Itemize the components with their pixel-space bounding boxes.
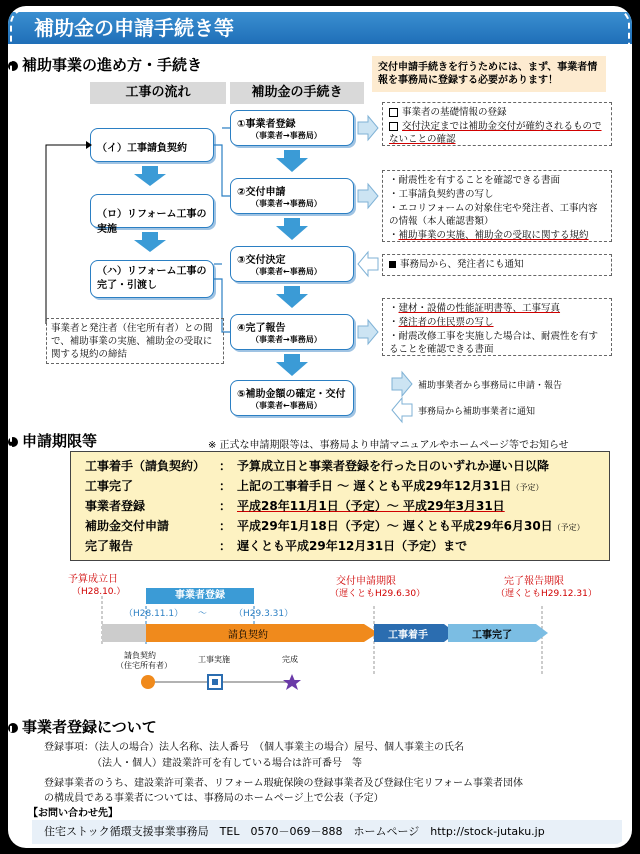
left-arrow-icon <box>358 252 378 276</box>
info2-item2: 工事請負契約書の写し <box>398 189 494 200</box>
section2-heading <box>14 430 97 451</box>
period-value: 平成29年1月18日（予定）～ 遅くとも平成29年6月30日 <box>237 519 553 533</box>
flow-application-sub: （事業者→事務局） <box>251 199 322 208</box>
period-suffix: （予定） <box>552 523 585 532</box>
period-note: ※ 正式な申請期限等は、事務局より申請マニュアルやホームページ等でお知らせ <box>208 440 569 451</box>
bullet-icon <box>8 723 18 733</box>
reg-end: （H29.3.31） <box>234 609 294 619</box>
legend-apply: 補助事業者から事務局に申請・報告 <box>418 381 563 391</box>
period-table <box>70 451 610 561</box>
contract-mark-icon <box>141 675 155 689</box>
reg-items-line1: 登録事項：（法人の場合）法人名称、法人番号 （個人事業主の場合）屋号、個人事業主の氏名 <box>44 742 464 753</box>
info1-item2: 交付決定までは補助金交付が確約されるものでないことの確認 <box>389 121 602 145</box>
down-arrow-icon <box>276 354 308 376</box>
legend-right-arrow-icon <box>392 372 412 396</box>
flow-decision-sub: （事業者←事務局） <box>251 267 322 276</box>
agreement-note <box>46 318 224 364</box>
flow-application-label: ②交付申請 <box>237 187 286 198</box>
legend-notify: 事務局から補助事業者に通知 <box>418 407 536 417</box>
app-deadline-label: 交付申請期限 <box>336 576 396 587</box>
page <box>8 6 632 848</box>
right-arrow-icon <box>358 116 378 140</box>
down-arrow-icon <box>134 166 166 186</box>
pre-bar <box>102 624 146 642</box>
bar-contract-label: 請負契約 <box>228 630 268 641</box>
mark-contract-sub: （住宅所有者） <box>116 661 172 670</box>
mark-contract-label: 請負契約 <box>124 651 156 660</box>
flow-registration-sub: （事業者→事務局） <box>251 131 322 140</box>
flow-report-sub: （事業者→事務局） <box>251 335 322 344</box>
bullet-icon <box>8 437 18 447</box>
col-right-head: 補助金の手続き <box>230 82 364 104</box>
period-label: 工事完了 <box>85 479 134 493</box>
registration-note: 交付申請手続きを行うためには、まず、事業者情報を事務局に登録する必要があります！ <box>372 56 606 92</box>
info-application: ・耐震性を有することを確認できる書面 ・工事請負契約書の写し ・エコリフォームの対象住宅や発注者、工事内容の情報（本人確認書類） ・補助事業の実施、補助金の受取に関する規約 <box>382 170 612 242</box>
mark-complete-label: 完成 <box>282 655 298 664</box>
period-row: 補助金交付申請 ： 平成29年1月18日（予定）～ 遅くとも平成29年6月30日（予定） <box>85 516 585 536</box>
flow-reform-label: （ロ）リフォーム工事の実施 <box>97 209 207 235</box>
info-decision <box>382 254 612 276</box>
flow-contract-label: （イ）工事請負契約 <box>97 143 187 154</box>
period-suffix: （予定） <box>511 483 544 492</box>
bar-start-label: 工事着手 <box>388 630 428 641</box>
section3-heading <box>14 716 157 737</box>
budget-label: 予算成立日 <box>68 574 118 585</box>
col-left-head: 工事の流れ <box>90 82 226 104</box>
timeline <box>8 566 632 696</box>
reg-items-line2: （法人・個人）建設業許可を有している場合は許可番号 等 <box>92 758 362 769</box>
contact-box <box>32 820 622 844</box>
right-arrow-icon <box>358 184 378 208</box>
period-label: 完了報告 <box>85 539 134 553</box>
info-registration <box>382 102 612 146</box>
period-row: 完了報告 ： 遅くとも平成29年12月31日（予定）まで <box>85 536 467 556</box>
reg-tilde: ～ <box>198 609 208 619</box>
info2-item3: エコリフォームの対象住宅や発注者、工事内容の情報（本人確認書類） <box>389 203 598 227</box>
agreement-note-text: 事業者と発注者（住宅所有者）との間で、補助事業の実施、補助金の受取に関する規約の締結 <box>51 323 213 360</box>
info4-item1: 建材・設備の性能証明書等、工事写真 <box>398 303 561 314</box>
period-value: 遅くとも平成29年12月31日（予定）まで <box>237 539 468 553</box>
info2-item4: 補助事業の実施、補助金の受取に関する規約 <box>398 230 589 241</box>
publication-line1: 登録事業者のうち、建設業許可業者、リフォーム瑕疵保険の登録事業者及び登録住宅リフォーム事業者団体 <box>44 778 523 789</box>
budget-date: （H28.10.） <box>72 587 126 597</box>
info2-item1: 耐震性を有することを確認できる書面 <box>398 175 561 186</box>
period-label: 補助金交付申請 <box>85 519 170 533</box>
section1-heading-text: 補助事業の進め方・手続き <box>22 56 203 74</box>
mark-construction-label: 工事実施 <box>198 655 230 664</box>
flow-payment-sub: （事業者←事務局） <box>251 401 322 410</box>
info1-item1: 事業者の基礎情報の登録 <box>402 107 507 118</box>
down-arrow-icon <box>276 218 308 240</box>
app-deadline-date: （遅くともH29.6.30） <box>330 589 426 599</box>
info4-item2: 発注者の住民票の写し <box>398 317 494 328</box>
legend-left-arrow-icon <box>392 398 412 422</box>
contact-heading: 【お問い合わせ先】 <box>28 808 118 819</box>
publication-line2: の構成員である事業者については、事務局のホームページ上で公表（予定） <box>44 793 384 804</box>
page-title: 補助金の申請手続き等 <box>8 12 632 44</box>
flow-decision-label: ③交付決定 <box>237 255 286 266</box>
right-arrow-icon <box>358 320 378 344</box>
info-report: ・建材・設備の性能証明書等、工事写真 ・発注者の住民票の写し ・耐震改修工事を実施した場合は、耐震性を有することを確認できる書面 <box>382 298 612 356</box>
down-arrow-icon <box>276 286 308 308</box>
completion-star-icon <box>283 674 301 690</box>
period-value: 上記の工事着手日 ～ 遅くとも平成29年12月31日 <box>237 479 512 493</box>
period-value: 予算成立日と事業者登録を行った日のいずれか遅い日以降 <box>237 459 550 473</box>
flow-report-label: ④完了報告 <box>237 323 286 334</box>
info4-item3: 耐震改修工事を実施した場合は、耐震性を有することを確認できる書面 <box>389 331 599 355</box>
section2-heading-text: 申請期限等 <box>22 432 98 450</box>
registration-period-bar: 事業者登録 <box>146 588 254 604</box>
report-deadline-date: （遅くともH29.12.31） <box>496 589 597 599</box>
period-row: 事業者登録 ： 平成28年11月1日（予定）～ 平成29年3月31日 <box>85 496 505 516</box>
flow-complete-label: （ハ）リフォーム工事の完了・引渡し <box>97 266 207 291</box>
right-arrow-icon <box>86 141 92 149</box>
section3-heading-text: 事業者登録について <box>22 718 157 736</box>
connector-line <box>46 145 86 324</box>
period-row: 工事完了 ： 上記の工事着手日 ～ 遅くとも平成29年12月31日（予定） <box>85 476 543 496</box>
period-row: 工事着手（請負契約） ： 予算成立日と事業者登録を行った日のいずれか遅い日以降 <box>85 456 549 476</box>
down-arrow-icon <box>134 232 166 252</box>
down-arrow-icon <box>276 150 308 172</box>
period-label: 事業者登録 <box>85 499 146 513</box>
info3-item: 事務局から、発注者にも通知 <box>400 259 524 270</box>
period-label: 工事着手（請負契約） <box>85 459 206 473</box>
flow-payment-label: ⑤補助金額の確定・交付 <box>237 389 346 400</box>
report-deadline-label: 完了報告期限 <box>504 576 564 587</box>
period-value: 平成28年11月1日（予定）～ 平成29年3月31日 <box>237 499 505 513</box>
reg-start: （H28.11.1） <box>124 609 184 619</box>
contact-line: 住宅ストック循環支援事業事務局 TEL 0570－069－888 ホームページ http://stock-jutaku.jp <box>44 825 545 838</box>
bar-complete-label: 工事完了 <box>472 630 512 641</box>
connector-line <box>214 145 230 196</box>
flow-registration-label: ①事業者登録 <box>237 119 296 130</box>
